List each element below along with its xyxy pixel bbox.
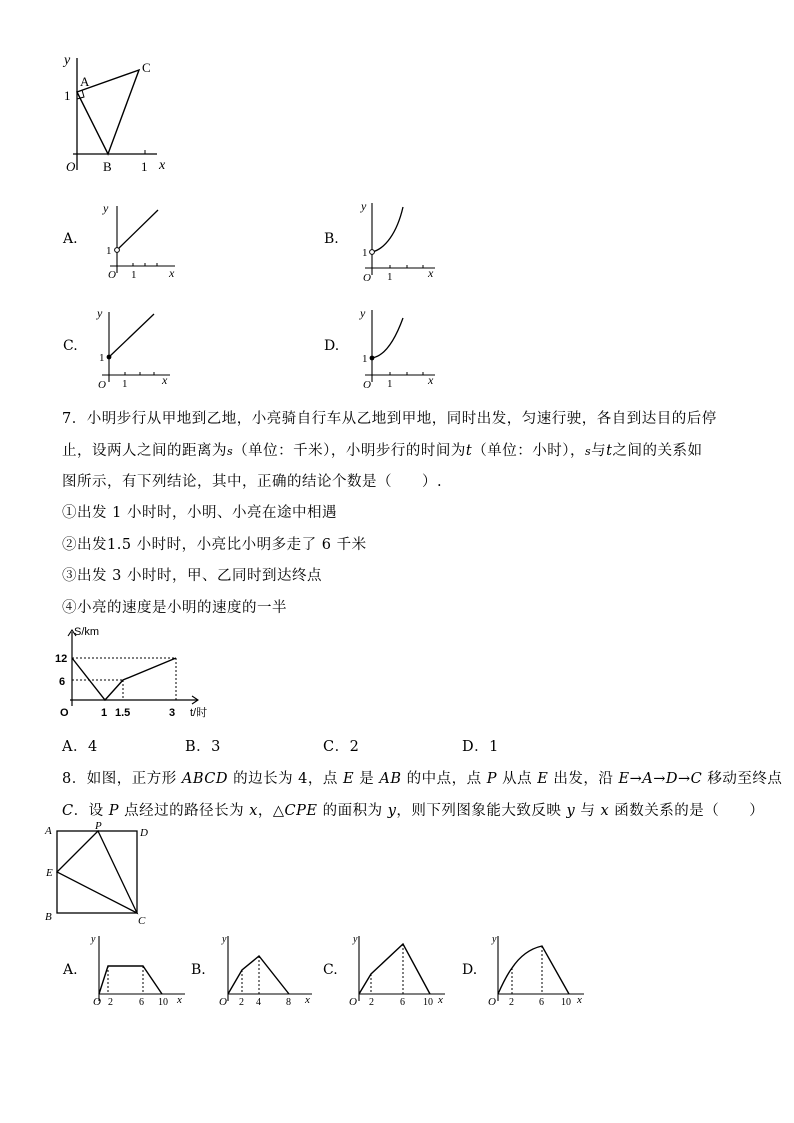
x-axis-label: t/时	[190, 707, 208, 719]
x-tick-3: 3	[169, 707, 176, 719]
label-b: B	[103, 159, 112, 174]
label-one-x: 1	[131, 269, 137, 281]
label-x: x	[428, 373, 434, 387]
q8-option-c-graph	[345, 928, 450, 1008]
label-e: E	[46, 867, 53, 879]
q7-distance-time-graph	[50, 622, 225, 722]
tick-6: 6	[139, 997, 144, 1008]
q6-option-c-graph	[92, 302, 177, 390]
q8-text: 8．如图，正方形	[62, 771, 182, 787]
label-y: y	[91, 934, 96, 945]
q8-text: 移动至终点	[702, 771, 783, 787]
label-one-x: 1	[141, 159, 148, 174]
q8-text: 的中点，点	[401, 771, 487, 787]
graph-line	[109, 314, 154, 357]
q8-var: C	[62, 803, 74, 819]
q6-option-b-letter: B.	[324, 231, 339, 247]
q8-text: 是	[354, 771, 380, 787]
tick-10: 10	[158, 997, 168, 1008]
label-x: x	[169, 266, 175, 280]
label-o: O	[93, 996, 101, 1008]
label-x: x	[577, 994, 582, 1006]
q8-option-a-graph	[85, 928, 190, 1008]
q8-var: E	[537, 771, 549, 787]
label-x: x	[162, 373, 168, 387]
label-o: O	[66, 159, 76, 174]
q8-option-c-letter: C.	[323, 962, 338, 978]
q8-option-d-letter: D.	[462, 962, 478, 978]
label-o: O	[98, 379, 106, 390]
q8-text: 函数关系的是（ ）	[609, 803, 765, 819]
graph-line	[117, 210, 158, 250]
label-o: O	[219, 996, 227, 1008]
label-one: 1	[362, 247, 368, 259]
label-o: O	[349, 996, 357, 1008]
closed-endpoint	[107, 355, 112, 360]
label-b: B	[45, 911, 52, 923]
x-tick-1-5: 1.5	[115, 707, 131, 719]
tick-6: 6	[400, 997, 405, 1008]
q8-var: P	[486, 771, 497, 787]
graph-curve	[372, 207, 403, 252]
q8-text: 从点	[496, 771, 538, 787]
label-one: 1	[99, 352, 105, 364]
q7-statement-3: ③出发 3 小时时，甲、乙同时到达终点	[62, 568, 322, 584]
tick-2: 2	[108, 997, 113, 1008]
label-x: x	[428, 266, 434, 280]
q7-statement-1: ①出发 1 小时时，小明、小亮在途中相遇	[62, 505, 337, 521]
label-y: y	[353, 934, 358, 945]
label-y: y	[222, 934, 227, 945]
q8-text: 出发，沿	[548, 771, 619, 787]
tick-2: 2	[239, 997, 244, 1008]
q8-var: CPE	[284, 803, 318, 819]
q7-choice-d[interactable]: D．1	[462, 739, 499, 755]
y-axis-label: S/km	[74, 626, 100, 638]
tick-10: 10	[561, 997, 571, 1008]
q7-line-1: 7．小明步行从甲地到乙地，小亮骑自行车从乙地到甲地，同时出发，匀速行驶，各自到达目的后停	[62, 411, 717, 427]
graph-curve	[372, 318, 403, 358]
q8-text: ，△	[257, 803, 285, 819]
triangle-cpe	[57, 831, 137, 913]
tick-10: 10	[423, 997, 433, 1008]
open-endpoint	[115, 248, 120, 253]
q8-text: 的面积为	[317, 803, 388, 819]
square-abcd	[57, 831, 137, 913]
label-y: y	[64, 53, 71, 68]
q8-option-d-graph	[484, 928, 589, 1008]
label-one-x: 1	[387, 271, 393, 283]
label-y: y	[361, 199, 367, 213]
label-c: C	[142, 60, 151, 75]
q6-option-c-letter: C.	[63, 338, 78, 354]
label-o: O	[108, 269, 116, 281]
label-y: y	[103, 201, 109, 215]
label-one-x: 1	[122, 378, 128, 390]
tick-8: 8	[286, 997, 291, 1008]
q7-line2-part: （单位：千米），小明步行的时间为	[233, 443, 466, 459]
label-y: y	[492, 934, 497, 945]
q7-statement-2: ②出发1.5 小时时，小亮比小明多走了 6 千米	[62, 537, 367, 553]
tick-2: 2	[369, 997, 374, 1008]
q7-choice-c[interactable]: C．2	[323, 739, 360, 755]
q8-text: 点经过的路径长为	[118, 803, 250, 819]
tick-2: 2	[509, 997, 514, 1008]
label-o: O	[488, 996, 496, 1008]
q8-line-1	[62, 767, 782, 788]
q7-line2-part: 止，设两人之间的距离为	[62, 443, 227, 459]
label-one: 1	[362, 353, 368, 365]
q8-text: 与	[575, 803, 601, 819]
q8-var: y	[387, 803, 397, 819]
label-x: x	[305, 994, 310, 1006]
q8-option-a-letter: A.	[63, 962, 78, 978]
var-s: s	[227, 445, 234, 458]
open-endpoint	[370, 250, 375, 255]
x-tick-1: 1	[101, 707, 108, 719]
tick-6: 6	[539, 997, 544, 1008]
closed-endpoint	[370, 356, 375, 361]
q7-line2-part: （单位：小时），	[472, 443, 585, 459]
q8-var: E	[343, 771, 355, 787]
label-a: A	[45, 825, 52, 837]
label-a: A	[80, 74, 90, 89]
label-c: C	[138, 915, 146, 927]
label-one: 1	[106, 245, 112, 257]
q7-statement-4: ④小亮的速度是小明的速度的一半	[62, 600, 287, 616]
q7-line2-part: 之间的关系如	[612, 443, 703, 459]
q6-option-d-letter: D.	[324, 338, 340, 354]
y-tick-12: 12	[55, 653, 68, 665]
var-t: t	[606, 443, 613, 459]
q8-var: y	[566, 803, 576, 819]
var-s: s	[584, 445, 592, 458]
q6-option-a-letter: A.	[63, 231, 78, 247]
y-tick-6: 6	[59, 676, 66, 688]
q8-var: ABCD	[181, 771, 228, 787]
graph-line	[359, 944, 430, 994]
label-o: O	[363, 272, 371, 283]
q8-var: P	[108, 803, 119, 819]
q6-main-figure	[55, 48, 180, 178]
q8-var: x	[249, 803, 258, 819]
q8-text: 的边长为 4，点	[227, 771, 344, 787]
q7-line2-part: 与	[591, 443, 607, 459]
q8-text: ，则下列图象能大致反映	[396, 803, 567, 819]
q6-option-a-graph	[100, 198, 185, 283]
q8-var: AB	[379, 771, 402, 787]
q8-var: E→A→D→C	[618, 771, 703, 787]
tick-4: 4	[256, 997, 261, 1008]
graph-curve	[498, 946, 569, 994]
q6-option-b-graph	[355, 195, 445, 283]
q7-line-2	[62, 439, 702, 460]
label-d: D	[140, 827, 148, 839]
q7-choice-a[interactable]: A．4	[62, 739, 98, 755]
distance-line	[72, 658, 176, 700]
q8-option-b-graph	[214, 928, 319, 1008]
label-x: x	[159, 158, 166, 173]
label-y: y	[97, 306, 103, 320]
label-x: x	[438, 994, 443, 1006]
q7-line-3: 图所示，有下列结论，其中，正确的结论个数是（ ）.	[62, 474, 443, 490]
label-p: P	[95, 822, 102, 832]
var-t: t	[465, 443, 473, 459]
q6-option-d-graph	[355, 302, 445, 390]
q8-line-2	[62, 799, 764, 820]
label-one-x: 1	[387, 378, 393, 390]
q8-var: x	[600, 803, 610, 819]
q8-text: ．设	[73, 803, 109, 819]
label-x: x	[177, 994, 182, 1006]
label-one-y: 1	[64, 88, 71, 103]
q7-choice-b[interactable]: B．3	[185, 739, 221, 755]
origin-label: O	[60, 707, 69, 719]
label-y: y	[360, 306, 366, 320]
q8-option-b-letter: B.	[191, 962, 206, 978]
label-o: O	[363, 379, 371, 390]
q8-square-figure	[42, 822, 157, 927]
